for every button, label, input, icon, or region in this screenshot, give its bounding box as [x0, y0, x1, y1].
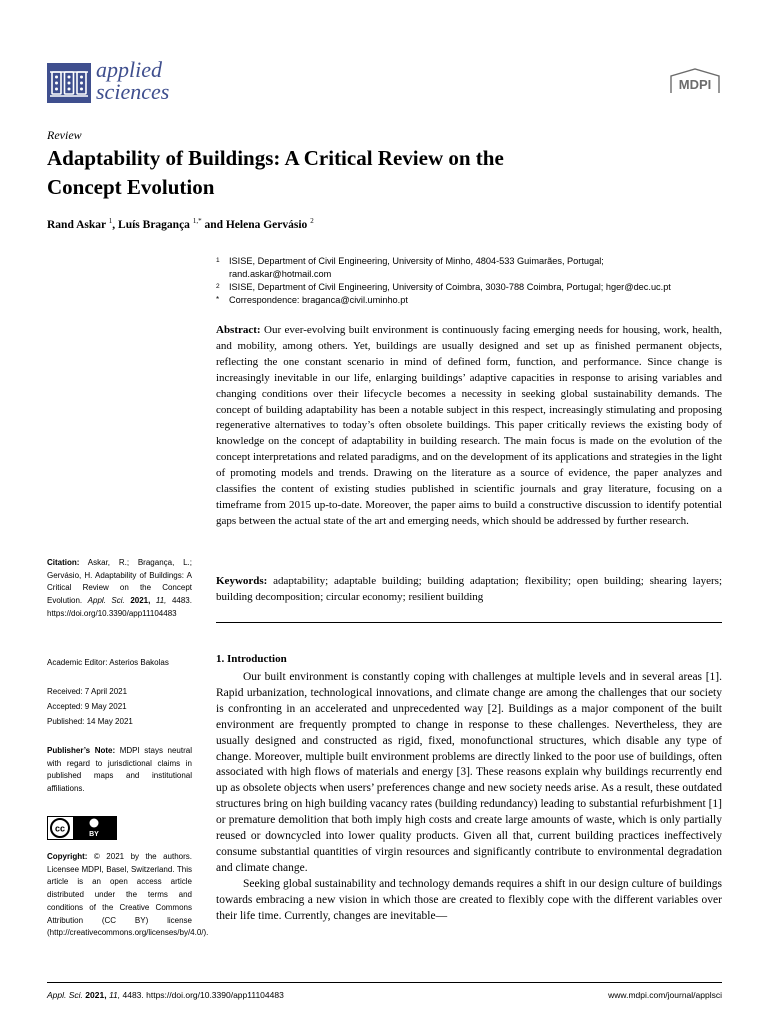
article-title [47, 144, 667, 202]
author-separator: , [112, 218, 119, 231]
affiliation-email-link[interactable]: rand.askar@hotmail.com [229, 269, 332, 279]
mdpi-logo-icon [665, 66, 725, 96]
footer-year: 2021, [85, 990, 107, 1000]
author-affil-mark: 2 [310, 217, 314, 225]
affiliation-text: ISISE, Department of Civil Engineering, University of Minho, 4804-533 Guimarães, Portugal; [229, 256, 604, 266]
footer-citation [47, 990, 284, 1000]
author-list [47, 217, 314, 231]
footer-volume: 11, [108, 990, 121, 1000]
citation-journal: Appl. Sci. [87, 596, 125, 606]
author-affil-mark: 1 [108, 217, 113, 225]
correspondence-text: Correspondence: braganca@civil.uminho.pt [229, 295, 408, 305]
keywords-label: Keywords: [216, 575, 268, 587]
affiliation-mark: 1 [216, 257, 220, 264]
accepted-date: Accepted: 9 May 2021 [47, 702, 127, 711]
journal-logo-icon [47, 63, 91, 103]
citation-year: 2021, [130, 596, 151, 606]
affiliation-text: ISISE, Department of Civil Engineering, University of Coimbra, 3030-788 Coimbra, Portugal; hger@dec.uc.pt [229, 282, 671, 292]
paragraph: Seeking global sustainability and technology demands requires a shift in our design culture of buildings towards embracing a new vision in which those are created to flexibly cope with the different variables over their life time. Currently, changes are inevitable— [216, 877, 722, 922]
mdpi-logo-text: MDPI [678, 77, 712, 92]
cc-logo-text: cc [54, 823, 66, 834]
citation-text: Askar, R.; Bragança, L.; Gervásio, H. Adaptability of Buildings: A Critical Review on the Concept Evolution. [47, 558, 193, 606]
footer-journal-url-link[interactable]: www.mdpi.com/journal/applsci [608, 990, 722, 1000]
correspondence-item [216, 294, 736, 307]
copyright-block [47, 851, 209, 940]
author-name: Rand Askar [47, 218, 106, 231]
affiliation-item [216, 255, 736, 268]
author-name: Luís Bragança [118, 218, 190, 231]
title-line2: Concept Evolution [47, 175, 215, 199]
publisher-note-text: MDPI stays neutral with regard to jurisdictional claims in published maps and institutional affiliations. [47, 746, 192, 794]
paragraph: Our built environment is constantly coping with challenges at multiple levels and in several areas [1]. Rapid urbanization, technological innovations, and climate change are among the challenges that our society is confronting in an accelerated and unprecedented way [2]. Buildings as a major component of the built environment are frequently prompted to change in response to these challenges. Nevertheless, they are usually designed and constructed as rigid, fixed, monofunctional structures, which disable any type of change. Moreover, multiple built environment problems are directly linked to the poor use of buildings, often associated with high flows of materials and energy [3]. These reasons explain why buildings recurrently end up as obsolete objects when users’ preferences change and new society needs arise. As a result, these outdated structures bring on high building vacancy rates (building redundancy) leading to substantial refurbishment [1] or premature demolition that both imply high costs and create large amounts of waste, which is only partially reused or downcycled into lower quality products. Given all that, current building practices ineffectively consume substantial quantities of virgin resources and significantly contribute to environmental degradation and climate change. [216, 671, 722, 874]
journal-name-line2: sciences [96, 79, 170, 104]
citation-doi-link[interactable]: 4483. https://doi.org/10.3390/app11104483 [47, 596, 192, 618]
citation-block [47, 557, 192, 621]
academic-editor: Academic Editor: Asterios Bakolas [47, 658, 169, 667]
article-type: Review [47, 128, 82, 142]
copyright-text: © 2021 by the authors. Licensee MDPI, Basel, Switzerland. This article is an open access article distributed under the terms and conditions of the Creative Commons Attribution (CC BY) license (http://creativecommons.org/licenses/by/4.0/). [47, 852, 209, 938]
footer-doi-link[interactable]: 4483. https://doi.org/10.3390/app11104483 [122, 990, 284, 1000]
affiliation-item [216, 281, 736, 294]
publisher-note-label: Publisher’s Note: [47, 746, 116, 755]
copyright-label: Copyright: [47, 852, 88, 861]
citation-label: Citation: [47, 558, 80, 567]
footer-divider [47, 982, 722, 983]
publisher-note [47, 745, 192, 796]
author-name: Helena Gervásio [225, 218, 308, 231]
keywords-text: adaptability; adaptable building; building adaptation; flexibility; open building; shearing layers; building decomposition; circular economy; resilient building [216, 575, 723, 603]
footer-journal: Appl. Sci. [47, 990, 83, 1000]
citation-volume: 11, [155, 596, 167, 606]
keywords [216, 574, 722, 606]
author-separator: and [201, 218, 226, 231]
published-date: Published: 14 May 2021 [47, 717, 133, 726]
received-date: Received: 7 April 2021 [47, 687, 128, 696]
journal-name-line1: applied [96, 57, 162, 82]
affiliation-item [216, 268, 736, 281]
cc-by-license-icon[interactable] [47, 816, 117, 840]
body-text [216, 670, 722, 925]
title-line1: Adaptability of Buildings: A Critical Review on the [47, 146, 504, 170]
section-divider [216, 622, 722, 623]
affiliation-mark: 2 [216, 283, 220, 290]
journal-name [96, 59, 169, 103]
author-affil-mark: 1,* [192, 217, 202, 225]
cc-by-text: BY [89, 831, 99, 838]
affiliation-mark: * [216, 295, 220, 304]
abstract-text: Our ever-evolving built environment is continuously facing emerging needs for housing, work, health, and mobility, among others. Yet, buildings are usually designed and set up as finished permanent objects, reflecting the one constant scenario in mind of defined form, function, and performance. Since change is increasingly inevitable in our life, enlarging buildings’ adaptive capacities in response to arising variables and changing conditions over their lifecycle becomes a necessity in seeking global sustainability demands. The concept of building adaptability has been a notable subject in this respect, increasingly stimulating and proposing regenerative alternatives to today’s often obsolete buildings. This paper critically reviews the existing body of knowledge on the concept of adaptability in building research. The main focus is made on the evolution of the concept interpretations and related paradigms, and on the development of its applications and strategies in the light of promoting models and trends. Drawing on the literature as a source of evidence, the paper analyzes and classifies the content of existing studies published in scientific journals and gray literature, focusing on a timeframe from 2015 up-to-date. Moreover, the paper aims to build a constructive discussion to identify potential gaps between the actual state of the art and emerging needs, which should be addressed by further research. [216, 324, 722, 527]
abstract-label: Abstract: [216, 324, 261, 336]
abstract [216, 323, 722, 530]
section-heading: 1. Introduction [216, 653, 287, 665]
